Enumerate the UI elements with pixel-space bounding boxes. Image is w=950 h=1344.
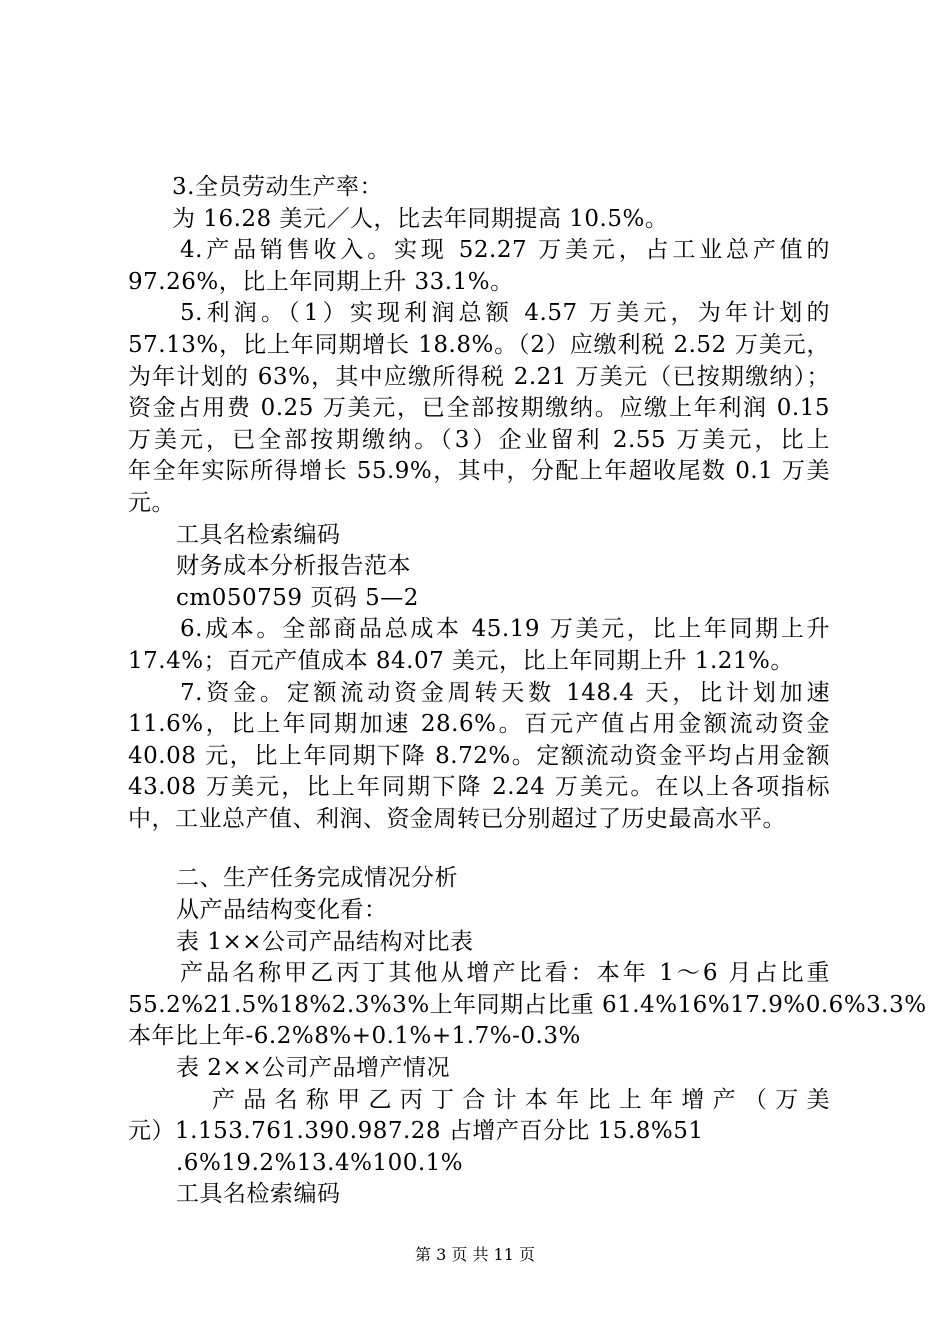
- paragraph-line: 万美元，已全部按期缴纳。（3）企业留利 2.55 万美元，比上: [128, 426, 830, 453]
- section-gap: [128, 835, 830, 863]
- item-6-line: 6.成本。全部商品总成本 45.19 万美元，比上年同期上升: [180, 616, 830, 643]
- paragraph-line: 为年计划的 63%，其中应缴所得税 2.21 万美元（已按期缴纳）；: [128, 363, 830, 390]
- table-2-caption: 表 2××公司产品增产情况: [176, 1055, 450, 1082]
- page-footer: 第 3 页 共 11 页: [415, 1245, 535, 1264]
- table-1-row: 55.2%21.5%18%2.3%3%上年同期占比重 61.4%16%17.9%0.6%3.3%: [128, 991, 927, 1018]
- paragraph-line: 17.4%；百元产值成本 84.07 美元，比上年同期上升 1.21%。: [128, 647, 794, 674]
- section-heading: 二、生产任务完成情况分析: [176, 865, 458, 892]
- table-2-row: 元）1.153.761.390.987.28 占增产百分比 15.8%51: [128, 1118, 704, 1145]
- tool-search-code-label: 工具名检索编码: [176, 1181, 341, 1208]
- item-4-line: 4.产品销售收入。实现 52.27 万美元，占工业总产值的: [180, 237, 830, 264]
- item-5-line: 5.利润。（1）实现利润总额 4.57 万美元，为年计划的: [180, 300, 830, 327]
- paragraph-line: 57.13%，比上年同期增长 18.8%。（2）应缴利税 2.52 万美元，: [128, 331, 830, 358]
- table-2-row: .6%19.2%13.4%100.1%: [176, 1149, 464, 1176]
- paragraph-line: 11.6%，比上年同期加速 28.6%。百元产值占用金额流动资金: [128, 711, 830, 738]
- paragraph-line: 年全年实际所得增长 55.9%，其中，分配上年超收尾数 0.1 万美: [128, 458, 830, 485]
- document-body: [128, 172, 927, 1211]
- paragraph-line: 元。: [128, 489, 175, 516]
- table-1-row: 产品名称甲乙丙丁其他从增产比看：本年 1～6 月占比重: [180, 960, 830, 987]
- paragraph-line: 从产品结构变化看：: [176, 897, 388, 924]
- paragraph-line: 中，工业总产值、利润、资金周转已分别超过了历史最高水平。: [128, 805, 786, 832]
- paragraph-line: 43.08 万美元，比上年同期下降 2.24 万美元。在以上各项指标: [128, 774, 830, 801]
- tool-search-code-label: 工具名检索编码: [176, 521, 341, 548]
- item-7-line: 7.资金。定额流动资金周转天数 148.4 天，比计划加速: [180, 679, 830, 706]
- paragraph-line: 为 16.28 美元／人，比去年同期提高 10.5%。: [172, 205, 669, 232]
- paragraph-line: 资金占用费 0.25 万美元，已全部按期缴纳。应缴上年利润 0.15: [128, 395, 830, 422]
- paragraph-line: 97.26%，比上年同期上升 33.1%。: [128, 268, 514, 295]
- template-title: 财务成本分析报告范本: [176, 553, 411, 580]
- page-code: cm050759 页码 5—2: [176, 584, 419, 611]
- table-2-row: 产品名称甲乙丙丁合计本年比上年增产（万美: [212, 1086, 830, 1113]
- table-1-row: 本年比上年-6.2%8%+0.1%+1.7%-0.3%: [128, 1023, 581, 1050]
- paragraph-line: 40.08 元，比上年同期下降 8.72%。定额流动资金平均占用金额: [128, 742, 830, 769]
- table-1-caption: 表 1××公司产品结构对比表: [176, 928, 474, 955]
- item-3-heading: 3.全员劳动生产率：: [172, 174, 383, 200]
